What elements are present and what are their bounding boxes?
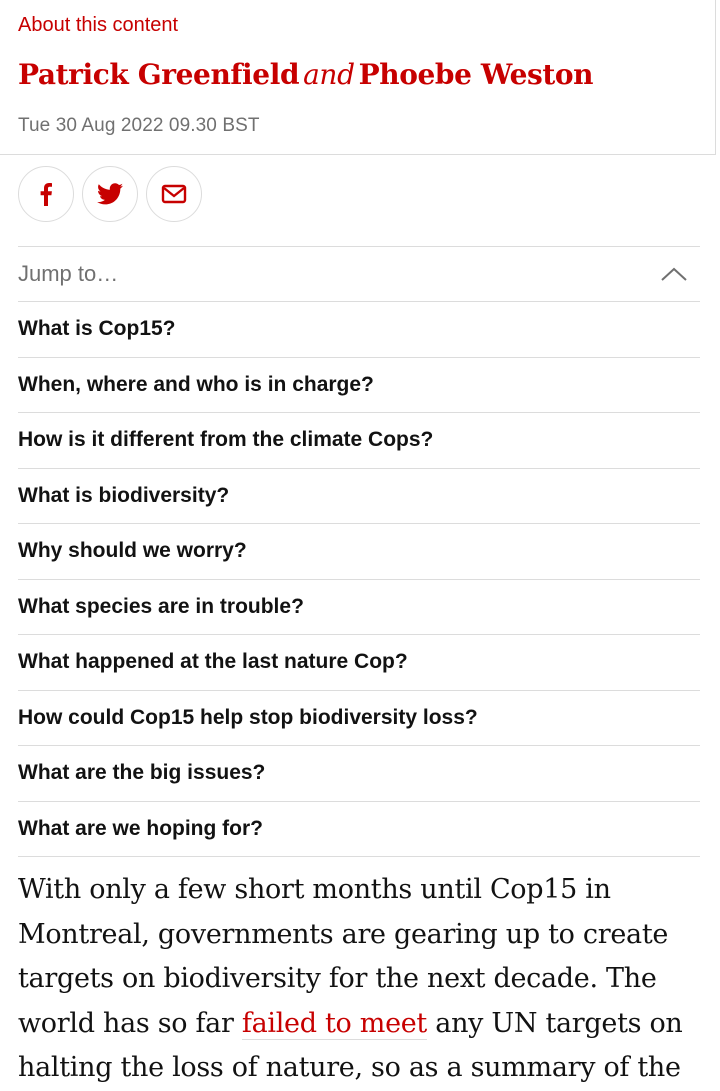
toc-item-what-is-biodiversity[interactable]: What is biodiversity? [18, 469, 700, 525]
toc-item-difference-climate-cops[interactable]: How is it different from the climate Cops? [18, 413, 700, 469]
facebook-icon [39, 182, 53, 206]
toc-item-big-issues[interactable]: What are the big issues? [18, 746, 700, 802]
paragraph-text-start: With only a few short months until Cop15 in Montreal, governments are gearing up to create targets on biodiversity for the next decade. The world has so far [18, 874, 669, 1039]
author-link-1[interactable]: Patrick Greenfield [18, 58, 300, 91]
toc-item-last-nature-cop[interactable]: What happened at the last nature Cop? [18, 635, 700, 691]
toc-item-when-where-who[interactable]: When, where and who is in charge? [18, 358, 700, 414]
byline-conjunction: and [303, 58, 355, 91]
share-email-button[interactable] [146, 166, 202, 222]
column-divider [715, 0, 716, 155]
header-divider [0, 154, 716, 155]
about-this-content-link[interactable]: About this content [18, 14, 179, 36]
toc-item-why-worry[interactable]: Why should we worry? [18, 524, 700, 580]
toc-item-species-in-trouble[interactable]: What species are in trouble? [18, 580, 700, 636]
toc-item-hoping-for[interactable]: What are we hoping for? [18, 802, 700, 858]
share-facebook-button[interactable] [18, 166, 74, 222]
byline [18, 58, 593, 91]
jump-to-toggle[interactable] [18, 247, 700, 302]
paragraph-text-end: any UN targets on halting the loss of nature, so as a summary of the [18, 1007, 683, 1083]
publish-date: Tue 30 Aug 2022 09.30 BST [18, 115, 260, 136]
email-icon [161, 184, 187, 204]
twitter-icon [97, 183, 123, 205]
author-link-2[interactable]: Phoebe Weston [358, 58, 594, 91]
toc-item-stop-biodiversity-loss[interactable]: How could Cop15 help stop biodiversity loss? [18, 691, 700, 747]
chevron-up-icon [660, 266, 688, 282]
article-body-paragraph [18, 868, 708, 1091]
failed-to-meet-link[interactable]: failed to meet [241, 1007, 427, 1039]
share-twitter-button[interactable] [82, 166, 138, 222]
jump-to-menu [18, 246, 700, 857]
toc-item-what-is-cop15[interactable]: What is Cop15? [18, 302, 700, 358]
share-buttons [18, 166, 210, 222]
jump-to-label: Jump to… [18, 261, 119, 286]
